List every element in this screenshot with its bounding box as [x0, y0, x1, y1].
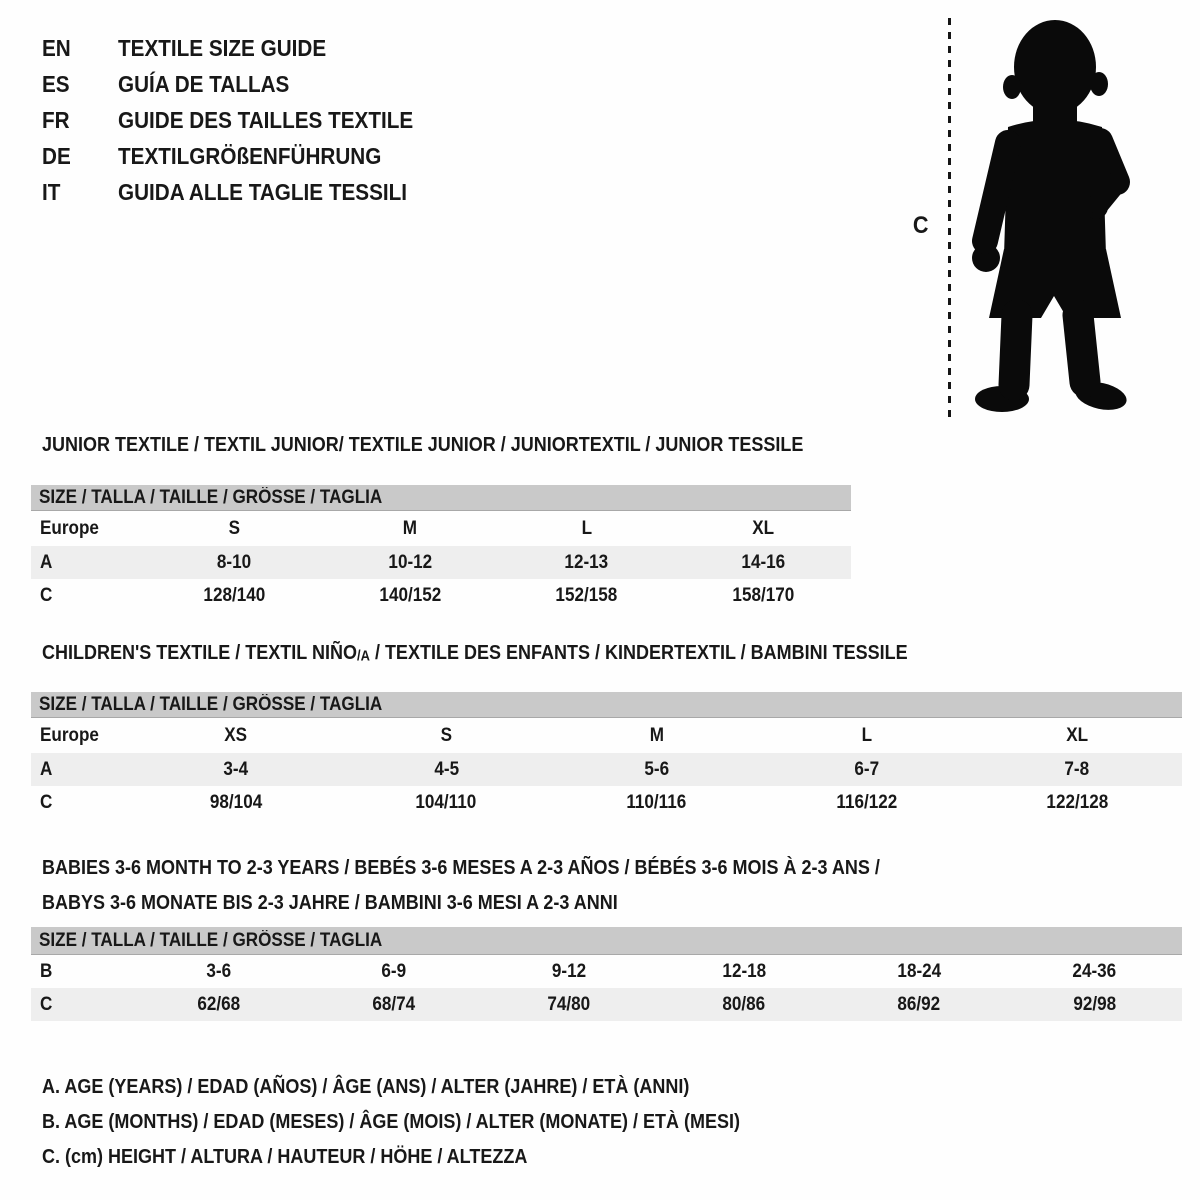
junior-col-region: Europe: [40, 517, 99, 539]
size-header-label: SIZE / TALLA / TAILLE / GRÖSSE / TAGLIA: [39, 693, 383, 715]
table-cell: 116/122: [836, 791, 898, 813]
junior-col-l: L: [581, 517, 592, 539]
size-header-bar: [31, 485, 851, 511]
junior-col-m: M: [403, 517, 418, 539]
table-cell: 8-10: [146, 546, 322, 579]
size-header-label: SIZE / TALLA / TAILLE / GRÖSSE / TAGLIA: [39, 486, 383, 508]
language-title: GUIDA ALLE TAGLIE TESSILI: [118, 178, 408, 205]
table-cell: 3-6: [206, 960, 231, 982]
table-cell: 3-4: [131, 753, 341, 786]
table-cell: 158/170: [731, 584, 794, 606]
junior-size-table: [31, 485, 851, 612]
language-row-en: [42, 30, 446, 66]
children-row-c-label: C: [40, 791, 53, 813]
babies-row-c-label: C: [31, 988, 131, 1021]
legend-line-c: C. (cm) HEIGHT / ALTURA / HAUTEUR / HÖHE / ALTEZZA: [42, 1146, 528, 1168]
table-cell: 24-36: [1072, 960, 1117, 982]
language-row-de: [42, 138, 446, 174]
table-cell: 110/116: [626, 791, 687, 813]
table-cell: 5-6: [551, 753, 761, 786]
table-cell: 18-24: [897, 960, 942, 982]
language-code: FR: [42, 106, 70, 133]
language-code: ES: [42, 70, 70, 97]
language-row-es: [42, 66, 446, 102]
size-header-label: SIZE / TALLA / TAILLE / GRÖSSE / TAGLIA: [39, 929, 383, 951]
table-cell: 62/68: [131, 988, 306, 1021]
language-row-fr: [42, 102, 446, 138]
table-cell: 86/92: [832, 988, 1007, 1021]
nino-a-subscript: /A: [356, 648, 370, 665]
children-col-xl: XL: [1065, 724, 1088, 746]
size-header-bar: [31, 927, 1182, 955]
language-code: IT: [42, 178, 61, 205]
children-section-title: CHILDREN'S TEXTILE / TEXTIL NIÑO/A / TEXTILE DES ENFANTS / KINDERTEXTIL / BAMBINI TESSILE: [42, 642, 908, 665]
junior-row-a-label: A: [31, 546, 146, 579]
legend-line-a: A. AGE (YEARS) / EDAD (AÑOS) / ÂGE (ANS) / ALTER (JAHRE) / ETÀ (ANNI): [42, 1076, 690, 1098]
table-cell: 14-16: [675, 546, 851, 579]
table-cell: 7-8: [972, 753, 1182, 786]
children-col-l: L: [861, 724, 872, 746]
table-cell: 140/152: [379, 584, 442, 606]
babies-size-table: [31, 927, 1182, 1021]
junior-row-c-label: C: [40, 584, 53, 606]
language-title: GUIDE DES TAILLES TEXTILE: [118, 106, 414, 133]
table-cell: 98/104: [209, 791, 263, 813]
junior-col-xl: XL: [751, 517, 774, 539]
size-header-bar: [31, 692, 1182, 718]
table-cell: 12-13: [499, 546, 675, 579]
children-col-s: S: [440, 724, 452, 746]
table-cell: 68/74: [306, 988, 481, 1021]
table-cell: 128/140: [203, 584, 266, 606]
children-col-region: Europe: [40, 724, 99, 746]
children-size-table: [31, 692, 1182, 819]
language-title: GUÍA DE TALLAS: [118, 70, 290, 97]
table-cell: 92/98: [1007, 988, 1182, 1021]
table-cell: 104/110: [415, 791, 477, 813]
height-measure-dashed-line: [948, 18, 951, 418]
table-cell: 74/80: [481, 988, 656, 1021]
junior-col-s: S: [228, 517, 240, 539]
table-cell: 6-7: [762, 753, 972, 786]
language-title: TEXTILE SIZE GUIDE: [118, 34, 327, 61]
table-cell: 10-12: [322, 546, 498, 579]
table-cell: 122/128: [1045, 791, 1108, 813]
legend-line-b: B. AGE (MONTHS) / EDAD (MESES) / ÂGE (MOIS) / ALTER (MONATE) / ETÀ (MESI): [42, 1111, 740, 1133]
table-cell: 80/86: [657, 988, 832, 1021]
table-cell: 6-9: [381, 960, 407, 982]
language-code: DE: [42, 142, 71, 169]
language-list: [42, 30, 446, 210]
table-cell: 9-12: [551, 960, 587, 982]
children-col-xs: XS: [224, 724, 248, 746]
table-cell: 12-18: [722, 960, 766, 982]
babies-row-b-label: B: [40, 960, 53, 982]
height-measure-label: C: [912, 212, 929, 239]
toddler-silhouette-icon: [958, 15, 1138, 420]
children-col-m: M: [649, 724, 664, 746]
measurement-legend: [42, 1070, 818, 1175]
children-row-a-label: A: [31, 753, 131, 786]
language-code: EN: [42, 34, 71, 61]
junior-section-title: JUNIOR TEXTILE / TEXTIL JUNIOR/ TEXTILE JUNIOR / JUNIORTEXTIL / JUNIOR TESSILE: [42, 434, 804, 456]
table-cell: 4-5: [341, 753, 551, 786]
language-row-it: [42, 174, 446, 210]
table-cell: 152/158: [555, 584, 618, 606]
babies-section-title: BABIES 3-6 MONTH TO 2-3 YEARS / BEBÉS 3-6 MESES A 2-3 AÑOS / BÉBÉS 3-6 MOIS À 2-3 ANS / BABYS 3-6 MONATE BIS 2-3 JAHRE / BAMBINI 3-6 MESI A 2-3 ANNI: [42, 857, 880, 914]
language-title: TEXTILGRÖßENFÜHRUNG: [118, 142, 382, 169]
